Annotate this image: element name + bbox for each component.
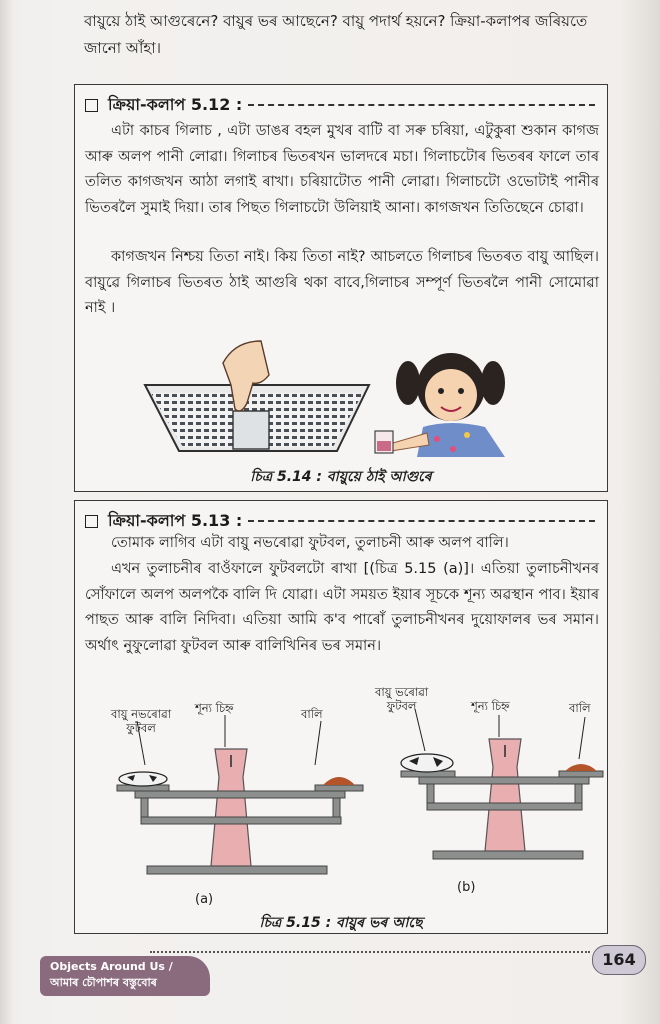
label-unfilled-football: বায়ু নভৰোৱা ফুটবল (111, 707, 172, 735)
activity-box-5-13 (74, 500, 608, 934)
inverted-glass (233, 411, 269, 449)
activity-paragraph: এখন তুলাচনীৰ বাওঁফালে ফুটবলটো ৰাখা [(চিত্ৰ 5.15 (a)]। এতিয়া তুলাচনীখনৰ সোঁফালে অলপ অলপকৈ বালি দি যোৱা। এটা সময়ত ইয়াৰ সূচকে শূন্য অৱস্থান পাব। ইয়াৰ পাছত আৰু বালি নিদিবা। এতিয়া আমি ক'ব পাৰোঁ তুলাচনীখনৰ দুয়োফালৰ ভৰ সমান। অৰ্থাৎ নুফুলোৱা ফুটবল আৰু বালিখিনিৰ ভৰ সমান। (85, 561, 599, 654)
balance-scale-b (401, 709, 603, 859)
activity-paragraph: কাগজখন নিশ্চয় তিতা নাই। কিয় তিতা নাই? আচলতে গিলাচৰ ভিতৰত বায়ু আছিল। বায়ুৱে গিলাচৰ ভিতৰত ঠাই আগুৰি থকা বাবে,গিলাচৰ সম্পূৰ্ণ ভিতৰলৈ পানী সোমোৱা নাই । (85, 249, 599, 316)
label-figure-b: (b) (457, 880, 476, 895)
figure-caption: চিত্ৰ 5.14 : বায়ুয়ে ঠাই আগুৰে (250, 469, 432, 485)
heading-dash-line (248, 520, 595, 522)
label-sand-b: বালি (569, 701, 591, 715)
figure-caption: চিত্ৰ 5.15 : বায়ুৰ ভৰ আছে (259, 915, 423, 931)
book-title-assamese: আমাৰ চৌপাশৰ বস্তুবোৰ (50, 976, 157, 989)
checkbox-icon (85, 99, 98, 112)
balance-scale-a (117, 715, 363, 874)
label-figure-a: (a) (195, 892, 214, 907)
illustration-glass-in-water (75, 323, 607, 458)
intro-text: বায়ুয়ে ঠাই আগুৰেনে? বায়ুৰ ভৰ আছেনে? বায়ু পদাৰ্থ হয়নে? ক্ৰিয়া-কলাপৰ জৰিয়তে জানো আঁহা। (84, 12, 588, 57)
activity-title: ক্ৰিয়া-কলাপ 5.13 : (108, 510, 243, 530)
label-filled-football: বায়ু ভৰোৱা ফুটবল (375, 685, 429, 713)
activity-heading (85, 93, 595, 117)
footer-dotted-line (150, 951, 590, 953)
page-number: 164 (592, 945, 646, 975)
label-zero-mark-a: শূন্য চিহ্ন (195, 701, 234, 715)
book-title-english: Objects Around Us / (50, 960, 173, 973)
activity-paragraph: তোমাক লাগিব এটা বায়ু নভৰোৱা ফুটবল, তুলাচনী আৰু অলপ বালি। (111, 535, 509, 551)
heading-dash-line (248, 104, 595, 106)
label-sand-a: বালি (301, 707, 323, 721)
activity-title: ক্ৰিয়া-কলাপ 5.12 : (108, 94, 243, 114)
activity-paragraph: এটা কাচৰ গিলাচ , এটা ডাঙৰ বহল মুখৰ বাটি বা সৰু চৰিয়া, এটুকুৰা শুকান কাগজ আৰু অলপ পানী লোৱা। গিলাচৰ ভিতৰখন ভালদৰে মচা। গিলাচটোৰ ভিতৰৰ ফালে তাৰ তলিত কাগজখন আঠা লগাই ৰাখা। চৰিয়াটোত পানী লোৱা। গিলাচটো ওভোটাই পানীৰ ভিতৰলৈ সুমাই দিয়া। তাৰ পিছত গিলাচটো উলিয়াই আনা। কাগজখন তিতিছেনে চোৱা। (85, 123, 599, 216)
activity-box-5-12 (74, 84, 608, 492)
checkbox-icon (85, 515, 98, 528)
girl-illustration (375, 353, 505, 457)
label-zero-mark-b: শূন্য চিহ্ন (471, 699, 510, 713)
book-title-badge (40, 956, 210, 996)
activity-heading (85, 509, 595, 533)
